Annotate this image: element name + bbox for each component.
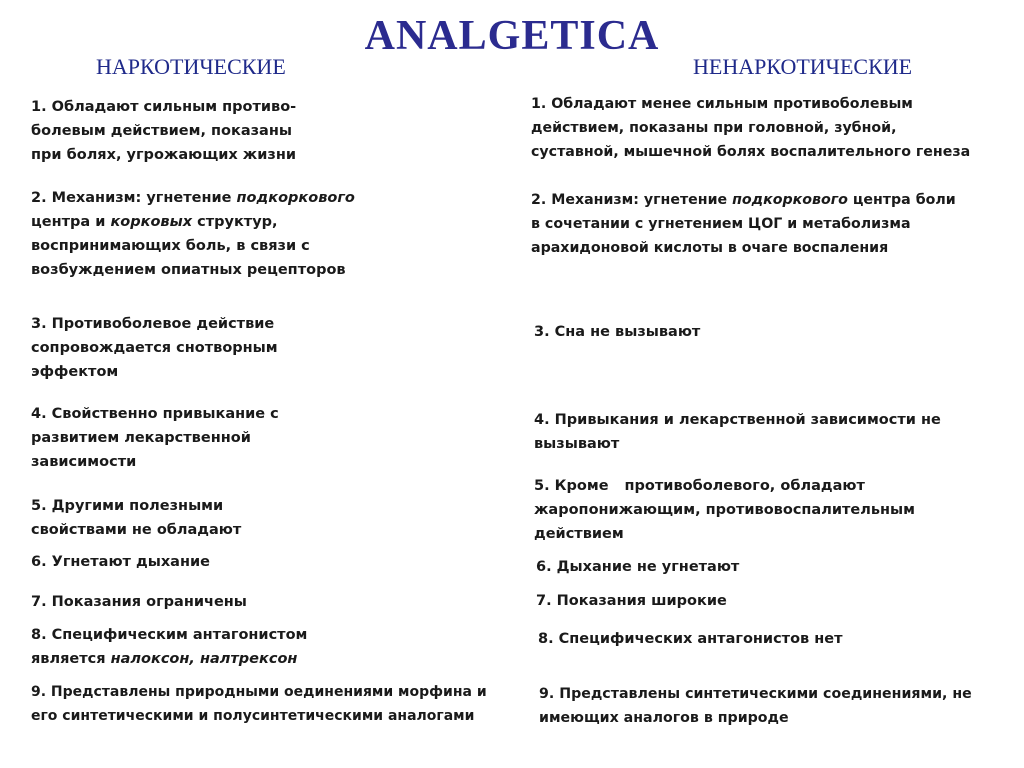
right-item-2-line-1	[531, 188, 956, 212]
right-item-2-line-3: арахидоновой кислоты в очаге воспаления	[531, 240, 889, 256]
left-item-1	[31, 95, 296, 167]
left-item-1-line-3: при болях, угрожающих жизни	[31, 147, 296, 163]
right-item-5-line-1	[534, 474, 915, 498]
left-item-2-italic: подкоркового	[236, 190, 355, 206]
right-item-1-line-2: действием, показаны при головной, зубной,	[531, 120, 897, 136]
right-item-3-line-1: 3. Сна не вызывают	[534, 324, 701, 340]
left-item-4-line-3: зависимости	[31, 454, 137, 470]
left-item-8	[31, 623, 307, 671]
right-item-9-line-1: 9. Представлены синтетическими соединениями, не	[539, 686, 972, 702]
right-item-1-line-1: 1. Обладают менее сильным противоболевым	[531, 96, 913, 112]
right-item-6-line-1: 6. Дыхание не угнетают	[536, 559, 740, 575]
left-item-1-line-1: 1. Обладают сильным противо-	[31, 99, 297, 115]
left-item-2-line-2	[31, 210, 355, 234]
left-item-9-line-2: его синтетическими и полусинтетическими аналогами	[31, 708, 475, 724]
left-item-1-line-2: болевым действием, показаны	[31, 123, 292, 139]
slide-title: ANALGETICA	[364, 13, 660, 59]
right-item-5-line-2: жаропонижающим, противовоспалительным	[534, 502, 916, 518]
right-item-7	[536, 589, 727, 613]
left-item-4-line-1: 4. Свойственно привыкание с	[31, 406, 279, 422]
heading-narcotic: НАРКОТИЧЕСКИЕ	[96, 54, 286, 79]
right-item-5-text: противоболевого, обладают	[624, 478, 865, 494]
heading-non-narcotic: НЕНАРКОТИЧЕСКИЕ	[693, 54, 913, 79]
left-item-2-text: 2. Механизм: угнетение	[31, 190, 237, 206]
left-item-3-line-3: эффектом	[31, 364, 119, 380]
left-item-8-italic: налоксон, налтрексон	[110, 651, 298, 667]
left-item-5-line-1: 5. Другими полезными	[31, 498, 224, 514]
right-item-2	[531, 188, 956, 260]
left-item-8-line-2	[31, 647, 307, 671]
left-item-3	[31, 312, 278, 384]
right-item-8-line-1: 8. Специфических антагонистов нет	[538, 631, 843, 647]
right-item-9-line-2: имеющих аналогов в природе	[539, 710, 789, 726]
left-item-3-line-2: сопровождается снотворным	[31, 340, 278, 356]
right-item-2-text: 2. Механизм: угнетение	[531, 192, 733, 208]
left-item-8-line-1: 8. Специфическим антагонистом	[31, 627, 308, 643]
right-item-2-text: центра боли	[847, 192, 956, 208]
left-item-7	[31, 590, 247, 614]
left-item-7-line-1: 7. Показания ограничены	[31, 594, 247, 610]
left-item-9-line-1: 9. Представлены природными оединениями морфина и	[31, 684, 487, 700]
right-item-2-italic: подкоркового	[732, 192, 848, 208]
left-item-5	[31, 494, 241, 542]
left-item-2-italic: корковых	[110, 214, 193, 230]
right-item-7-line-1: 7. Показания широкие	[536, 593, 727, 609]
left-item-8-text: является	[31, 651, 111, 667]
left-item-6-line-1: 6. Угнетают дыхание	[31, 554, 210, 570]
right-item-5-line-3: действием	[534, 526, 624, 542]
right-item-5	[534, 474, 915, 546]
left-item-6	[31, 550, 210, 574]
left-item-2-line-4: возбуждением опиатных рецепторов	[31, 262, 346, 278]
right-item-2-line-2: в сочетании с угнетением ЦОГ и метаболизма	[531, 216, 911, 232]
left-item-2-line-3: воспринимающих боль, в связи с	[31, 238, 310, 254]
left-item-2-line-1	[31, 186, 355, 210]
right-item-4-line-1: 4. Привыкания и лекарственной зависимости не	[534, 412, 941, 428]
left-item-2-text: структур,	[192, 214, 278, 230]
right-item-4-line-2: вызывают	[534, 436, 620, 452]
right-item-9	[539, 682, 972, 730]
left-item-2	[31, 186, 355, 282]
right-item-5-text: 5. Кроме	[534, 478, 609, 494]
left-item-4	[31, 402, 279, 474]
right-item-8	[538, 627, 843, 651]
left-item-9	[31, 680, 487, 728]
left-item-3-line-1: 3. Противоболевое действие	[31, 316, 275, 332]
left-item-2-text: центра и	[31, 214, 111, 230]
right-item-1	[531, 92, 970, 164]
left-item-4-line-2: развитием лекарственной	[31, 430, 251, 446]
left-item-5-line-2: свойствами не обладают	[31, 522, 242, 538]
right-item-6	[536, 555, 739, 579]
right-item-1-line-3: суставной, мышечной болях воспалительного генеза	[531, 144, 971, 160]
right-item-3	[534, 320, 700, 344]
right-item-4	[534, 408, 941, 456]
